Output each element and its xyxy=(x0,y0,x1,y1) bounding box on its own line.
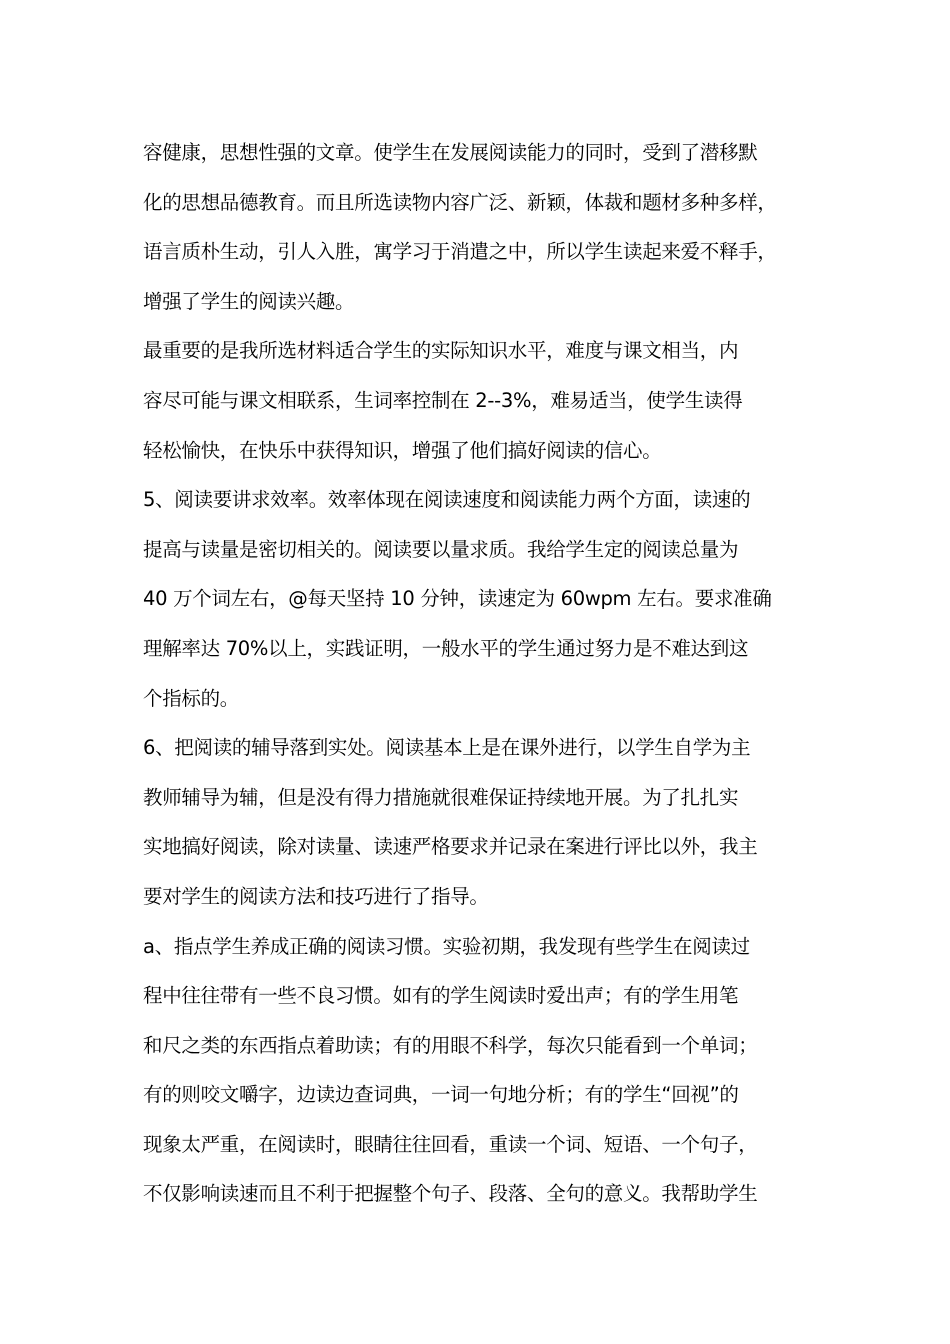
text-line: 容尽可能与课文相联系，生词率控制在 2--3%，难易适当，使学生读得 xyxy=(143,388,743,412)
text-line: 6、把阅读的辅导落到实处。阅读基本上是在课外进行，以学生自学为主 xyxy=(143,736,751,760)
text-line: 最重要的是我所选材料适合学生的实际知识水平，难度与课文相当，内 xyxy=(143,339,739,363)
text-line: 40 万个词左右，@每天坚持 10 分钟，读速定为 60wpm 左右。要求准确 xyxy=(143,587,772,611)
text-line: 增强了学生的阅读兴趣。 xyxy=(143,289,355,313)
text-line: 化的思想品德教育。而且所选读物内容广泛、新颖，体裁和题材多种多样， xyxy=(143,190,777,214)
text-line: 不仅影响读速而且不利于把握整个句子、段落、全句的意义。我帮助学生 xyxy=(143,1182,758,1206)
text-line: 提高与读量是密切相关的。阅读要以量求质。我给学生定的阅读总量为 xyxy=(143,537,739,561)
text-line: 实地搞好阅读，除对读量、读速严格要求并记录在案进行评比以外，我主 xyxy=(143,835,758,859)
text-line: 有的则咬文嚼字，边读边查词典，一词一句地分析；有的学生“回视”的 xyxy=(143,1083,739,1107)
text-line: 语言质朴生动，引人入胜，寓学习于消遣之中，所以学生读起来爱不释手， xyxy=(143,240,777,264)
text-line: 轻松愉快，在快乐中获得知识，增强了他们搞好阅读的信心。 xyxy=(143,438,662,462)
body-text xyxy=(143,128,818,1219)
text-line: 5、阅读要讲求效率。效率体现在阅读速度和阅读能力两个方面，读速的 xyxy=(143,488,751,512)
text-line: 教师辅导为辅，但是没有得力措施就很难保证持续地开展。为了扎扎实 xyxy=(143,785,739,809)
text-line: 个指标的。 xyxy=(143,686,240,710)
text-line: a、指点学生养成正确的阅读习惯。实验初期，我发现有些学生在阅读过 xyxy=(143,934,750,958)
text-line: 程中往往带有一些不良习惯。如有的学生阅读时爱出声；有的学生用笔 xyxy=(143,984,739,1008)
text-line: 要对学生的阅读方法和技巧进行了指导。 xyxy=(143,884,489,908)
text-line: 理解率达 70%以上，实践证明，一般水平的学生通过努力是不难达到这 xyxy=(143,636,749,660)
text-line: 和尺之类的东西指点着助读；有的用眼不科学，每次只能看到一个单词； xyxy=(143,1033,758,1057)
text-line: 现象太严重，在阅读时，眼睛往往回看，重读一个词、短语、一个句子， xyxy=(143,1132,758,1156)
text-line: 容健康，思想性强的文章。使学生在发展阅读能力的同时，受到了潜移默 xyxy=(143,141,758,164)
